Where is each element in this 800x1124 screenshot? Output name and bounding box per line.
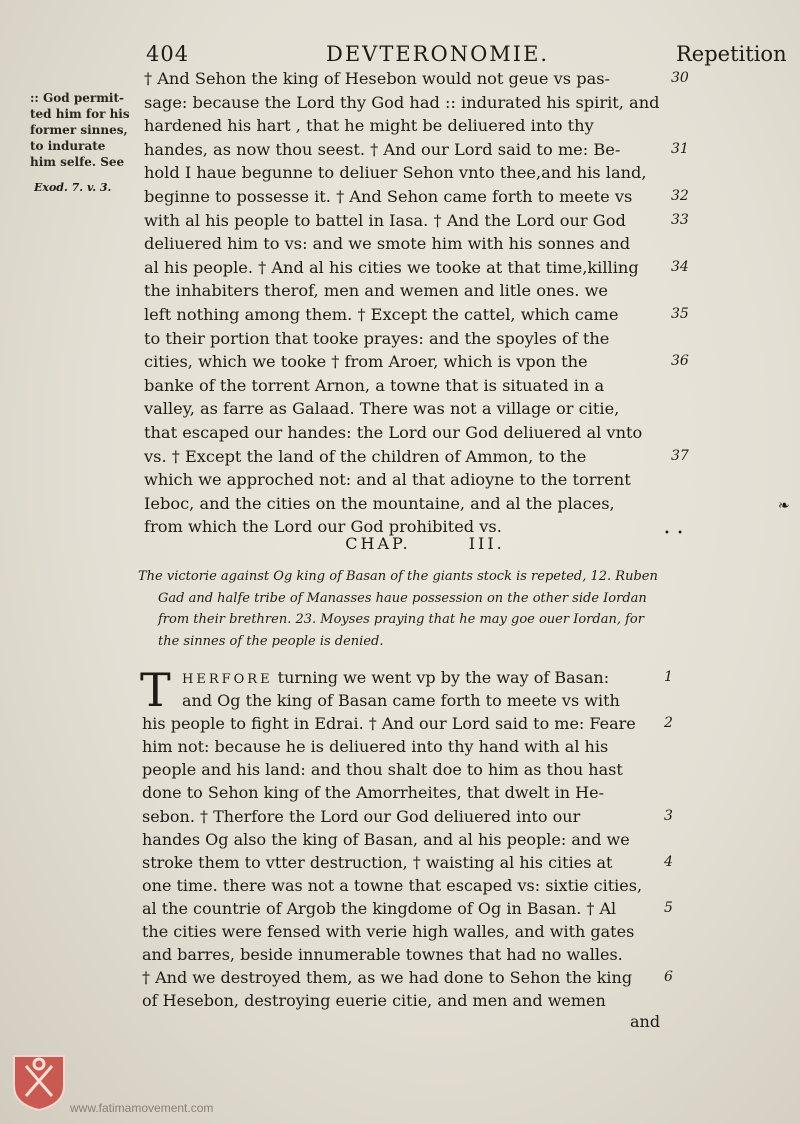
- line-text: deliuered him to vs: and we smote him with his sonnes and: [144, 234, 631, 254]
- line-text: the inhabiters therof, men and wemen and litle ones. we: [144, 281, 608, 301]
- verse-number: 35: [671, 305, 689, 322]
- page-number: 404: [146, 42, 190, 66]
- ornament-mark-icon: ❧: [778, 498, 790, 514]
- text-line: [144, 350, 689, 374]
- text-line: [144, 67, 689, 91]
- line-text: cities, which we tooke † from Aroer, which is vpon the: [144, 352, 588, 372]
- text-line: [144, 327, 689, 351]
- line-text: people and his land: and thou shalt doe to him as thou hast: [142, 760, 623, 780]
- opening-small-caps: HERFORE: [182, 672, 273, 687]
- line-text: stroke them to vtter destruction, † waisting al his cities at: [142, 852, 613, 872]
- text-line: [144, 303, 689, 327]
- printer-mark-icon: • •: [664, 528, 685, 539]
- text-line: [144, 445, 689, 469]
- line-text: that escaped our handes: the Lord our God deliuered al vnto: [144, 422, 643, 442]
- text-line: [142, 689, 690, 712]
- chapter-heading: [0, 534, 800, 553]
- line-text: sage: because the Lord thy God had :: indurated his spirit, and: [144, 92, 660, 112]
- chapter-number: III.: [468, 534, 505, 553]
- text-line: [144, 138, 689, 162]
- text-line: [144, 397, 689, 421]
- line-text: which we approched not: and al that adioyne to the torrent: [144, 470, 631, 490]
- margin-note-line: ted him for his: [30, 107, 130, 121]
- section-title: Repetition: [676, 42, 787, 66]
- verse-number: 37: [671, 447, 689, 464]
- watermark-url[interactable]: www.fatimamovement.com: [70, 1101, 214, 1115]
- verse-number: 5: [664, 899, 673, 916]
- line-text: the cities were fensed with verie high walles, and with gates: [142, 922, 635, 942]
- summary-line: the sinnes of the people is denied.: [158, 633, 384, 649]
- chapter-label: CHAP.: [345, 534, 411, 553]
- text-line: [144, 279, 689, 303]
- margin-note: [30, 90, 142, 170]
- margin-note-line: :: God permit-: [30, 91, 124, 105]
- line-text: one time. there was not a towne that escaped vs: sixtie cities,: [142, 875, 643, 895]
- line-text: † And we destroyed them, as we had done to Sehon the king: [142, 968, 633, 988]
- chapter-2-text: [144, 67, 689, 539]
- verse-number: 31: [671, 140, 689, 157]
- verse-number: 33: [671, 211, 689, 228]
- line-text: handes Og also the king of Basan, and al his people: and we: [142, 829, 630, 849]
- verse-number: 6: [664, 969, 673, 986]
- line-text: al the countrie of Argob the kingdome of Og in Basan. † Al: [142, 898, 617, 918]
- text-line: [142, 897, 690, 920]
- line-text: with al his people to battel in Iasa. † And the Lord our God: [144, 210, 626, 230]
- chapter-summary: [138, 566, 698, 652]
- text-line: [142, 828, 690, 851]
- text-line: [144, 232, 689, 256]
- summary-line: The victorie against Og king of Basan of the giants stock is repeted, 12. Ruben: [138, 569, 658, 584]
- line-text: left nothing among them. † Except the cattel, which came: [144, 304, 619, 324]
- margin-note-line: former sinnes,: [30, 123, 128, 137]
- text-line: [144, 374, 689, 398]
- verse-number: 30: [671, 70, 689, 86]
- line-text: beginne to possesse it. † And Sehon came forth to meete vs: [144, 186, 633, 206]
- text-line: [144, 161, 689, 185]
- line-text: Ieboc, and the cities on the mountaine, and al the places,: [144, 493, 615, 513]
- line-text: al his people. † And al his cities we tooke at that time,killing: [144, 257, 639, 277]
- text-line: [142, 989, 690, 1012]
- text-line: [144, 91, 689, 115]
- verse-number: 3: [664, 807, 673, 824]
- line-text: done to Sehon king of the Amorrheites, that dwelt in He-: [142, 783, 605, 803]
- verse-number: 34: [671, 258, 689, 275]
- line-text: his people to fight in Edrai. † And our Lord said to me: Feare: [142, 714, 636, 734]
- line-text: † And Sehon the king of Hesebon would not geue vs pas-: [144, 69, 611, 88]
- verse-number: 32: [671, 187, 689, 204]
- text-line: [142, 874, 690, 897]
- text-line: [142, 712, 690, 735]
- line-text: handes, as now thou seest. † And our Lord said to me: Be-: [144, 139, 621, 159]
- line-text: banke of the torrent Arnon, a towne that is situated in a: [144, 375, 605, 395]
- line-text: from which the Lord our God prohibited vs.: [144, 517, 502, 537]
- line-text: hardened his hart , that he might be deliuered into thy: [144, 116, 594, 136]
- book-title: DEVTERONOMIE.: [326, 42, 550, 66]
- line-text: to their portion that tooke prayes: and the spoyles of the: [144, 328, 610, 348]
- line-text: and Og the king of Basan came forth to meete vs with: [182, 691, 620, 711]
- margin-note-line: to indurate: [30, 139, 106, 153]
- line-text: of Hesebon, destroying euerie citie, and men and wemen: [142, 991, 606, 1011]
- verse-number: 36: [671, 353, 689, 370]
- opening-text: turning we went vp by the way of Basan:: [272, 668, 610, 687]
- summary-line: Gad and halfe tribe of Manasses haue possession on the other side Iordan: [158, 590, 647, 606]
- line-text: hold I haue begunne to deliuer Sehon vnto thee,and his land,: [144, 163, 647, 183]
- text-line: [142, 758, 690, 781]
- text-line: [142, 805, 690, 828]
- text-line: [144, 421, 689, 445]
- text-line: [144, 256, 689, 280]
- text-line: [144, 209, 689, 233]
- text-line: [142, 966, 690, 989]
- text-line: [144, 492, 689, 516]
- line-text: vs. † Except the land of the children of Ammon, to the: [144, 446, 587, 466]
- verse-number: 4: [664, 853, 673, 870]
- chapter-3-text: [140, 663, 690, 1012]
- text-line: [144, 468, 689, 492]
- verse-number: 2: [664, 715, 673, 732]
- line-text: and barres, beside innumerable townes that had no walles.: [142, 945, 623, 965]
- catchword: and: [630, 1012, 661, 1031]
- drop-cap: T: [140, 663, 171, 717]
- line-text: valley, as farre as Galaad. There was not a village or citie,: [144, 399, 620, 419]
- fatima-shield-logo-icon: [10, 1052, 68, 1112]
- summary-line: from their brethren. 23. Moyses praying that he may goe ouer Iordan, for: [158, 612, 644, 627]
- margin-note-line: him selfe. See: [30, 155, 125, 169]
- text-line: [142, 920, 690, 943]
- text-line: [142, 943, 690, 966]
- text-line: [144, 185, 689, 209]
- text-line: [142, 781, 690, 804]
- text-line: [144, 114, 689, 138]
- text-line: [142, 851, 690, 874]
- verse-number: 1: [664, 669, 673, 685]
- line-text: him not: because he is deliuered into thy hand with al his: [142, 737, 609, 757]
- line-text: sebon. † Therfore the Lord our God deliuered into our: [142, 806, 581, 826]
- text-line: [142, 666, 690, 689]
- margin-reference: Exod. 7. v. 3.: [34, 181, 112, 194]
- text-line: [142, 735, 690, 758]
